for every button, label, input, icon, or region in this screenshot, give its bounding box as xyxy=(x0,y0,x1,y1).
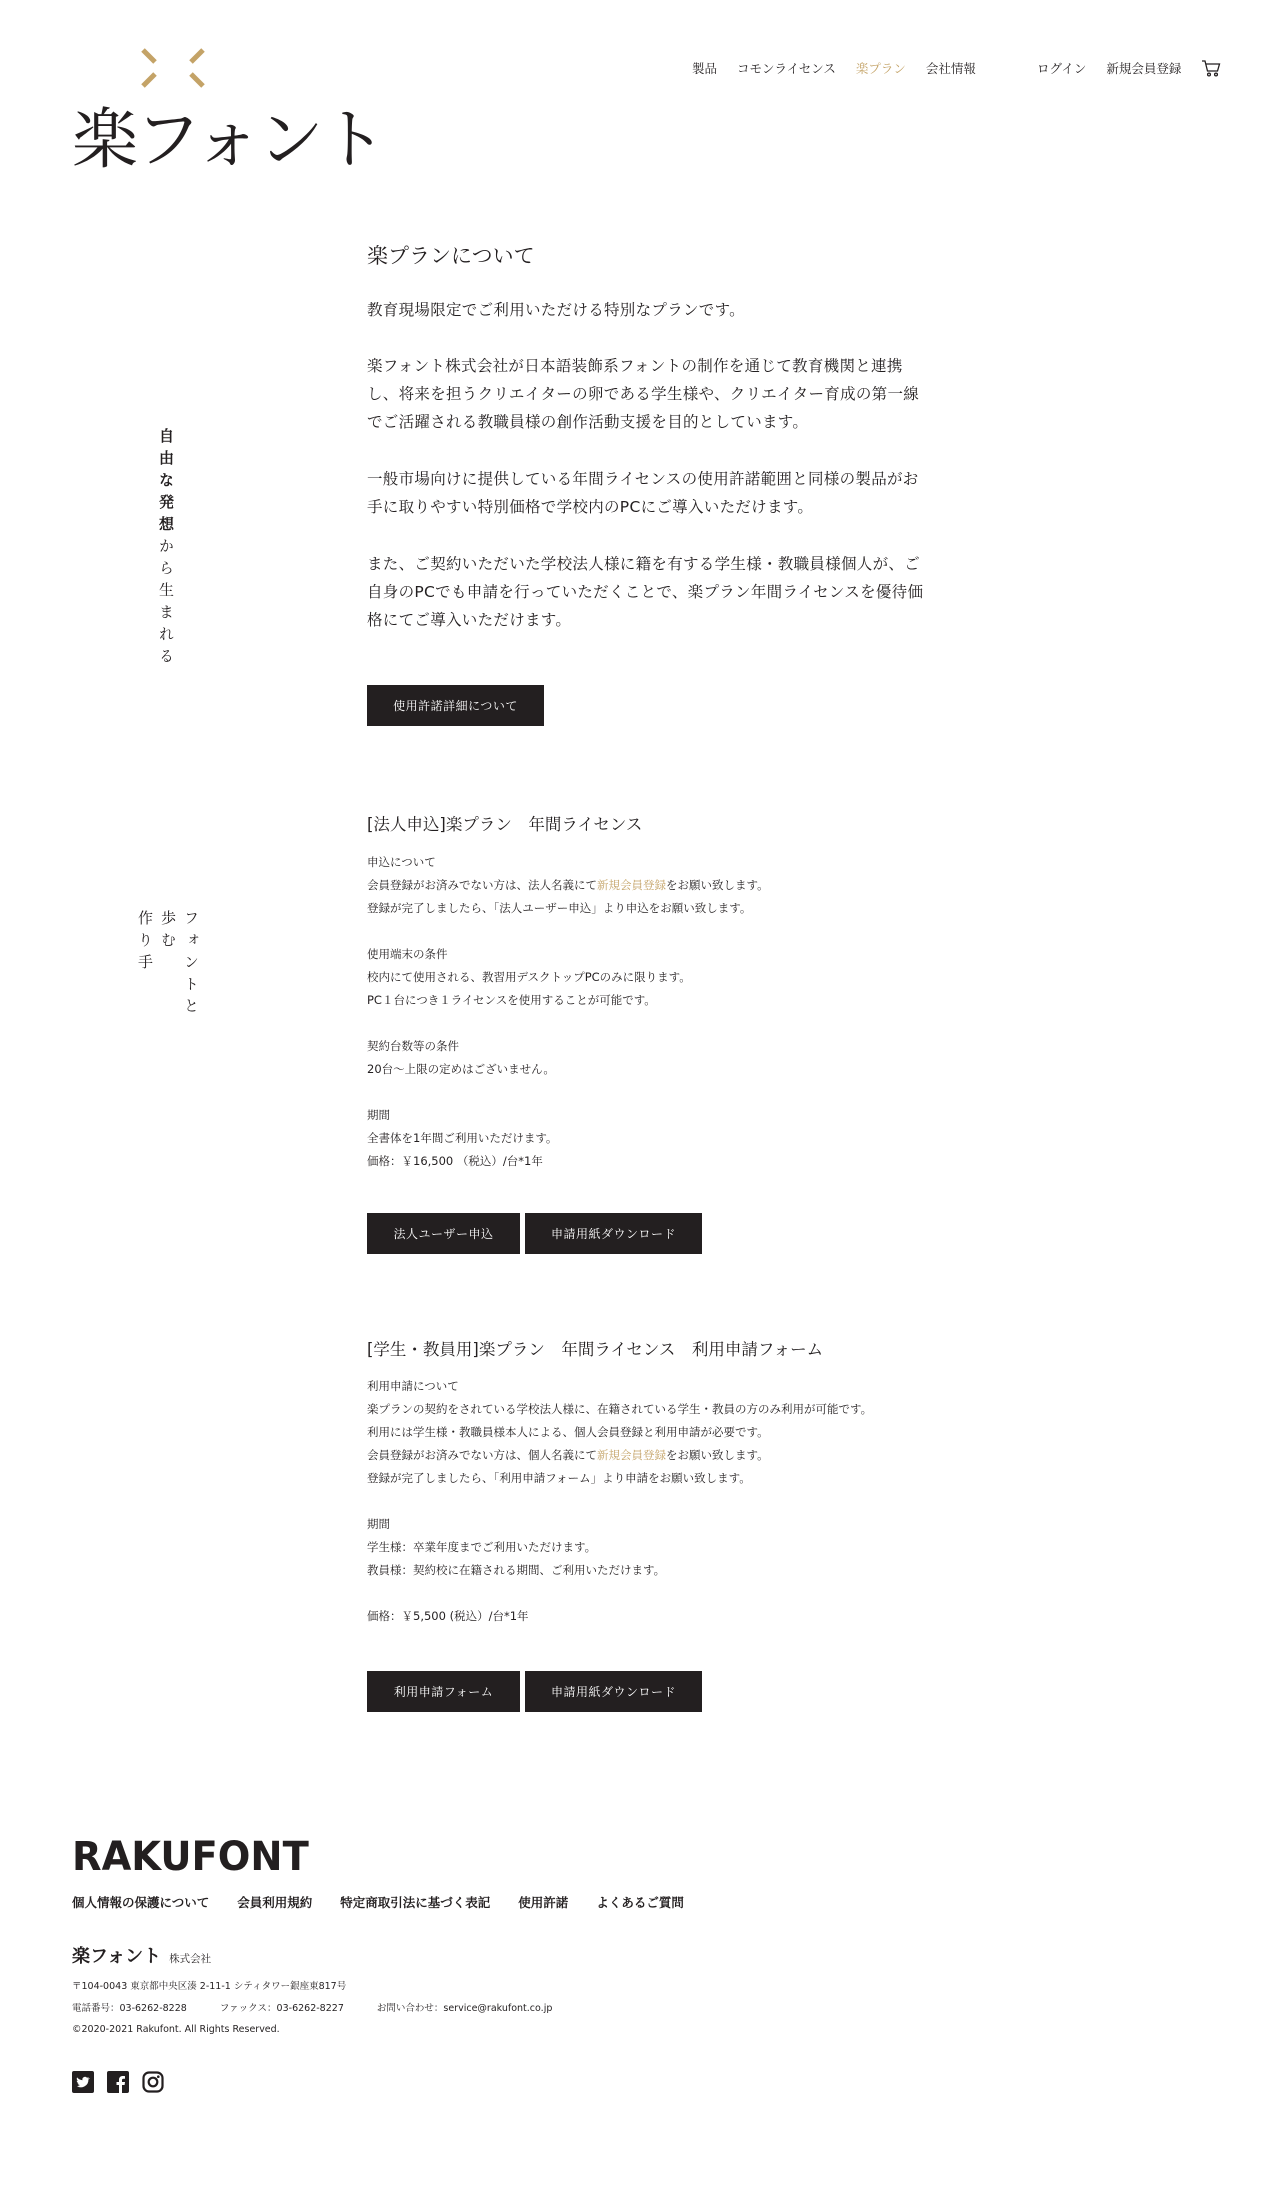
corp-download-button[interactable]: 申請用紙ダウンロード xyxy=(525,1213,702,1254)
nav-products[interactable]: 製品 xyxy=(692,61,718,76)
corp-register-link[interactable]: 新規会員登録 xyxy=(597,878,666,892)
logo[interactable] xyxy=(72,46,384,180)
main-nav xyxy=(692,58,996,78)
twitter-icon[interactable] xyxy=(72,2071,94,2093)
side-text-lower-3: 作り手 xyxy=(136,910,154,976)
about-paragraph-2: 楽フォント株式会社が日本語装飾系フォントの制作を通じて教育機関と連携し、将来を担うクリエイターの卵である学生様や、クリエイター育成の第一線でご活躍される教職員様の創作活動支援を目的としています。 xyxy=(367,357,920,431)
about-paragraph-1: 教育現場限定でご利用いただける特別なプランです。 xyxy=(367,301,745,319)
license-details-button[interactable]: 使用許諾詳細について xyxy=(367,685,544,726)
nav-company[interactable]: 会社情報 xyxy=(925,61,976,76)
footer-brand: RAKUFONT xyxy=(72,1834,309,1880)
student-apply-form-button[interactable]: 利用申請フォーム xyxy=(367,1671,520,1712)
corp-section-body: 申込について 会員登録がお済みでない方は、法人名義にて新規会員登録をお願い致します。 登録が完了しましたら、「法人ユーザー申込」より申込をお願い致します。 使用端末の条件 校内にて使用される、教習用デスクトップPCのみに限ります。 PC１台につき１ライセンスを使用することが可能です。 契約台数等の条件 20台〜上限の定めはございません。 期間 全書体を1年間ご利用いただけます。 価格：￥16,500 （税込）/台*1年 xyxy=(367,855,769,1168)
footer-address: 〒104-0043 東京都中央区湊 2-11-1 シティタワー銀座東817号 xyxy=(72,1981,347,1992)
about-paragraph-3: 一般市場向けに提供している年間ライセンスの使用許諾範囲と同様の製品がお手に取りやすい特別価格で学校内のPCにご導入いただけます。 xyxy=(367,470,919,516)
nav-register[interactable]: 新規会員登録 xyxy=(1106,61,1182,76)
social-links xyxy=(72,2071,177,2093)
corp-section-title: [法人申込]楽プラン 年間ライセンス xyxy=(367,815,643,834)
page-title: 楽プランについて xyxy=(367,244,535,268)
footer-link-terms[interactable]: 会員利用規約 xyxy=(237,1895,313,1910)
footer-company: 楽フォント 株式会社 xyxy=(72,1946,212,1967)
footer-contact-line xyxy=(72,2002,582,2016)
footer-link-license[interactable]: 使用許諾 xyxy=(518,1895,569,1910)
footer-fax: ファックス：03-6262-8227 xyxy=(219,2003,344,2014)
user-nav xyxy=(1037,58,1221,78)
facebook-icon[interactable] xyxy=(107,2071,129,2093)
side-text-upper: 自由な発想から生まれる xyxy=(157,428,175,670)
instagram-icon[interactable] xyxy=(142,2071,164,2093)
footer-link-privacy[interactable]: 個人情報の保護について xyxy=(72,1895,210,1910)
nav-login[interactable]: ログイン xyxy=(1037,61,1087,76)
side-text-lower-2: 歩む xyxy=(159,910,177,954)
student-register-link[interactable]: 新規会員登録 xyxy=(597,1448,666,1462)
student-section-title: [学生・教員用]楽プラン 年間ライセンス 利用申請フォーム xyxy=(367,1340,824,1359)
student-download-button[interactable]: 申請用紙ダウンロード xyxy=(525,1671,702,1712)
student-section-body: 利用申請について 楽プランの契約をされている学校法人様に、在籍されている学生・教員の方のみ利用が可能です。 利用には学生様・教職員様本人による、個人会員登録と利用申請が必要です。 会員登録がお済みでない方は、個人名義にて新規会員登録をお願い致します。 登録が完了しましたら、「利用申請フォーム」より申請をお願い致します。 期間 学生様：卒業年度までご利用いただけます。 教員様：契約校に在籍される期間、ご利用いただけます。 価格：￥5,500 (税込）/台*1年 xyxy=(367,1379,873,1623)
about-paragraph-4: また、ご契約いただいた学校法人様に籍を有する学生様・教職員様個人が、ご自身のPCでも申請を行っていただくことで、楽プラン年間ライセンスを優待価格にてご導入いただけます。 xyxy=(367,555,924,629)
footer-link-commerce-law[interactable]: 特定商取引法に基づく表記 xyxy=(340,1895,491,1910)
side-text-lower-1: フォントと xyxy=(182,910,200,1020)
nav-raku-plan[interactable]: 楽プラン xyxy=(855,61,906,76)
cart-icon[interactable] xyxy=(1201,58,1221,78)
corp-apply-button[interactable]: 法人ユーザー申込 xyxy=(367,1213,520,1254)
footer-link-faq[interactable]: よくあるご質問 xyxy=(596,1895,684,1910)
footer-copyright: ©2020-2021 Rakufont. All Rights Reserved. xyxy=(72,2024,280,2035)
nav-common-license[interactable]: コモンライセンス xyxy=(737,61,836,76)
logo-mark-icon xyxy=(139,46,207,90)
footer-email[interactable]: お問い合わせ：service@rakufont.co.jp xyxy=(376,2003,553,2014)
logo-text: 楽フォント xyxy=(72,101,384,178)
footer-tel: 電話番号：03-6262-8228 xyxy=(72,2003,187,2014)
footer-links xyxy=(72,1893,712,1911)
